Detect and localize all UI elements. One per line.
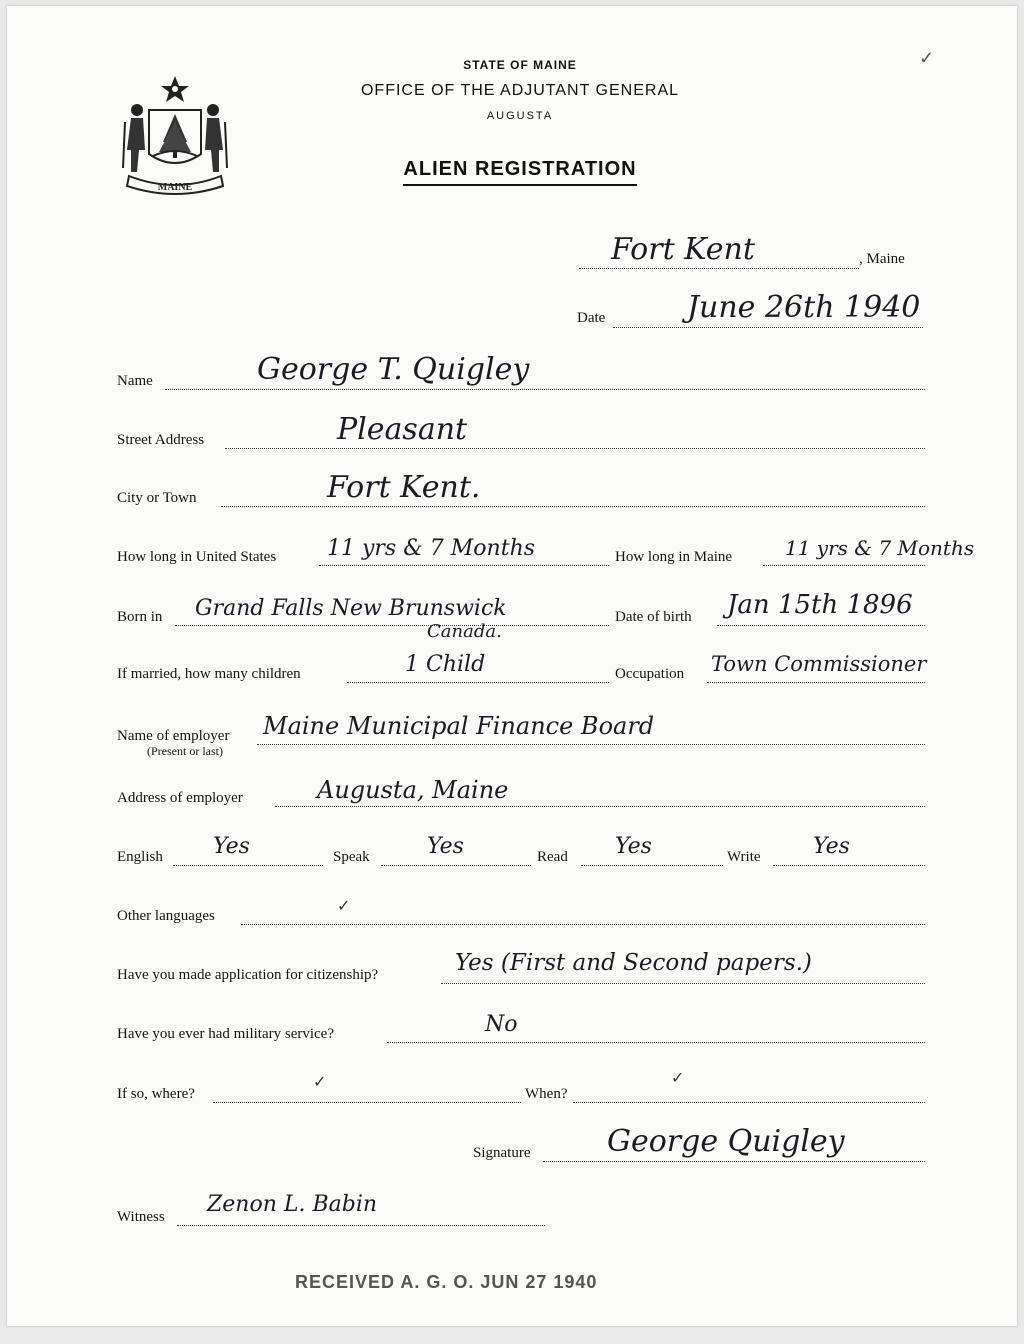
where-line xyxy=(213,1102,521,1103)
when-value[interactable]: ✓ xyxy=(671,1070,685,1087)
svg-text:MAINE: MAINE xyxy=(157,182,193,193)
corner-check-mark: ✓ xyxy=(919,48,935,68)
witness-label: Witness xyxy=(117,1209,165,1225)
born-in-label: Born in xyxy=(117,609,163,625)
employer-line xyxy=(257,744,925,745)
write-value[interactable]: Yes xyxy=(813,834,850,859)
english-line xyxy=(173,865,323,866)
us-duration-label: How long in United States xyxy=(117,549,277,565)
city-label: City or Town xyxy=(117,490,197,506)
received-stamp: RECEIVED A. G. O. JUN 27 1940 xyxy=(295,1272,598,1292)
military-label: Have you ever had military service? xyxy=(117,1026,334,1042)
children-value[interactable]: 1 Child xyxy=(405,652,486,677)
other-languages-line xyxy=(241,924,925,925)
city-value[interactable]: Fort Kent. xyxy=(327,470,481,505)
speak-label: Speak xyxy=(333,849,370,865)
employer-label: Name of employer xyxy=(117,728,230,744)
date-label: Date xyxy=(577,310,606,326)
speak-line xyxy=(381,865,531,866)
employer-sublabel: (Present or last) xyxy=(147,744,223,758)
where-label: If so, where? xyxy=(117,1086,195,1102)
registration-form xyxy=(7,6,1017,1326)
witness-value[interactable]: Zenon L. Babin xyxy=(207,1192,378,1217)
office-heading: OFFICE OF THE ADJUTANT GENERAL xyxy=(360,82,680,99)
maine-duration-line xyxy=(763,565,925,566)
where-value[interactable]: ✓ xyxy=(313,1074,327,1091)
citizenship-line xyxy=(441,983,925,984)
state-heading: STATE OF MAINE xyxy=(463,58,577,72)
other-languages-value[interactable]: ✓ xyxy=(337,898,351,915)
citizenship-label: Have you made application for citizenship? xyxy=(117,967,379,983)
witness-line xyxy=(177,1225,545,1226)
name-label: Name xyxy=(117,373,153,389)
military-value[interactable]: No xyxy=(485,1012,518,1037)
born-in-country[interactable]: Canada. xyxy=(427,621,502,642)
born-in-value[interactable]: Grand Falls New Brunswick xyxy=(195,596,507,621)
english-label: English xyxy=(117,849,163,865)
street-label: Street Address xyxy=(117,432,205,448)
location-line xyxy=(579,268,859,269)
english-value[interactable]: Yes xyxy=(213,834,250,859)
citizenship-value[interactable]: Yes (First and Second papers.) xyxy=(455,950,812,976)
maine-duration-label: How long in Maine xyxy=(615,549,733,565)
write-line xyxy=(773,865,925,866)
city-line xyxy=(221,506,925,507)
children-line xyxy=(347,682,609,683)
street-value[interactable]: Pleasant xyxy=(337,412,468,447)
read-label: Read xyxy=(537,849,568,865)
speak-value[interactable]: Yes xyxy=(427,834,464,859)
form-title: ALIEN REGISTRATION xyxy=(15,158,1024,181)
us-duration-value[interactable]: 11 yrs & 7 Months xyxy=(327,536,536,561)
employer-address-value[interactable]: Augusta, Maine xyxy=(317,776,509,804)
dob-value[interactable]: Jan 15th 1896 xyxy=(727,590,913,620)
street-line xyxy=(225,448,925,449)
occupation-line xyxy=(707,682,925,683)
children-label: If married, how many children xyxy=(117,666,301,682)
us-duration-line xyxy=(319,565,609,566)
employer-address-label: Address of employer xyxy=(117,790,243,806)
location-suffix: , Maine xyxy=(859,251,905,267)
employer-address-line xyxy=(275,806,925,807)
when-label: When? xyxy=(525,1086,568,1102)
occupation-value[interactable]: Town Commissioner xyxy=(711,652,927,676)
location-value[interactable]: Fort Kent xyxy=(611,232,755,267)
signature-value[interactable]: George Quigley xyxy=(607,1124,845,1159)
dob-label: Date of birth xyxy=(615,609,692,625)
read-line xyxy=(581,865,723,866)
born-in-line xyxy=(175,625,609,626)
signature-line xyxy=(543,1161,925,1162)
employer-value[interactable]: Maine Municipal Finance Board xyxy=(263,712,655,740)
read-value[interactable]: Yes xyxy=(615,834,652,859)
military-line xyxy=(387,1042,925,1043)
other-languages-label: Other languages xyxy=(117,908,215,924)
write-label: Write xyxy=(727,849,761,865)
name-line xyxy=(165,389,925,390)
name-value[interactable]: George T. Quigley xyxy=(257,352,530,387)
date-line xyxy=(613,327,923,328)
dob-line xyxy=(717,625,925,626)
occupation-label: Occupation xyxy=(615,666,685,682)
when-line xyxy=(573,1102,925,1103)
date-value[interactable]: June 26th 1940 xyxy=(687,290,921,325)
maine-duration-value[interactable]: 11 yrs & 7 Months xyxy=(785,536,975,560)
city-heading: AUGUSTA xyxy=(486,110,554,122)
signature-label: Signature xyxy=(473,1145,531,1161)
